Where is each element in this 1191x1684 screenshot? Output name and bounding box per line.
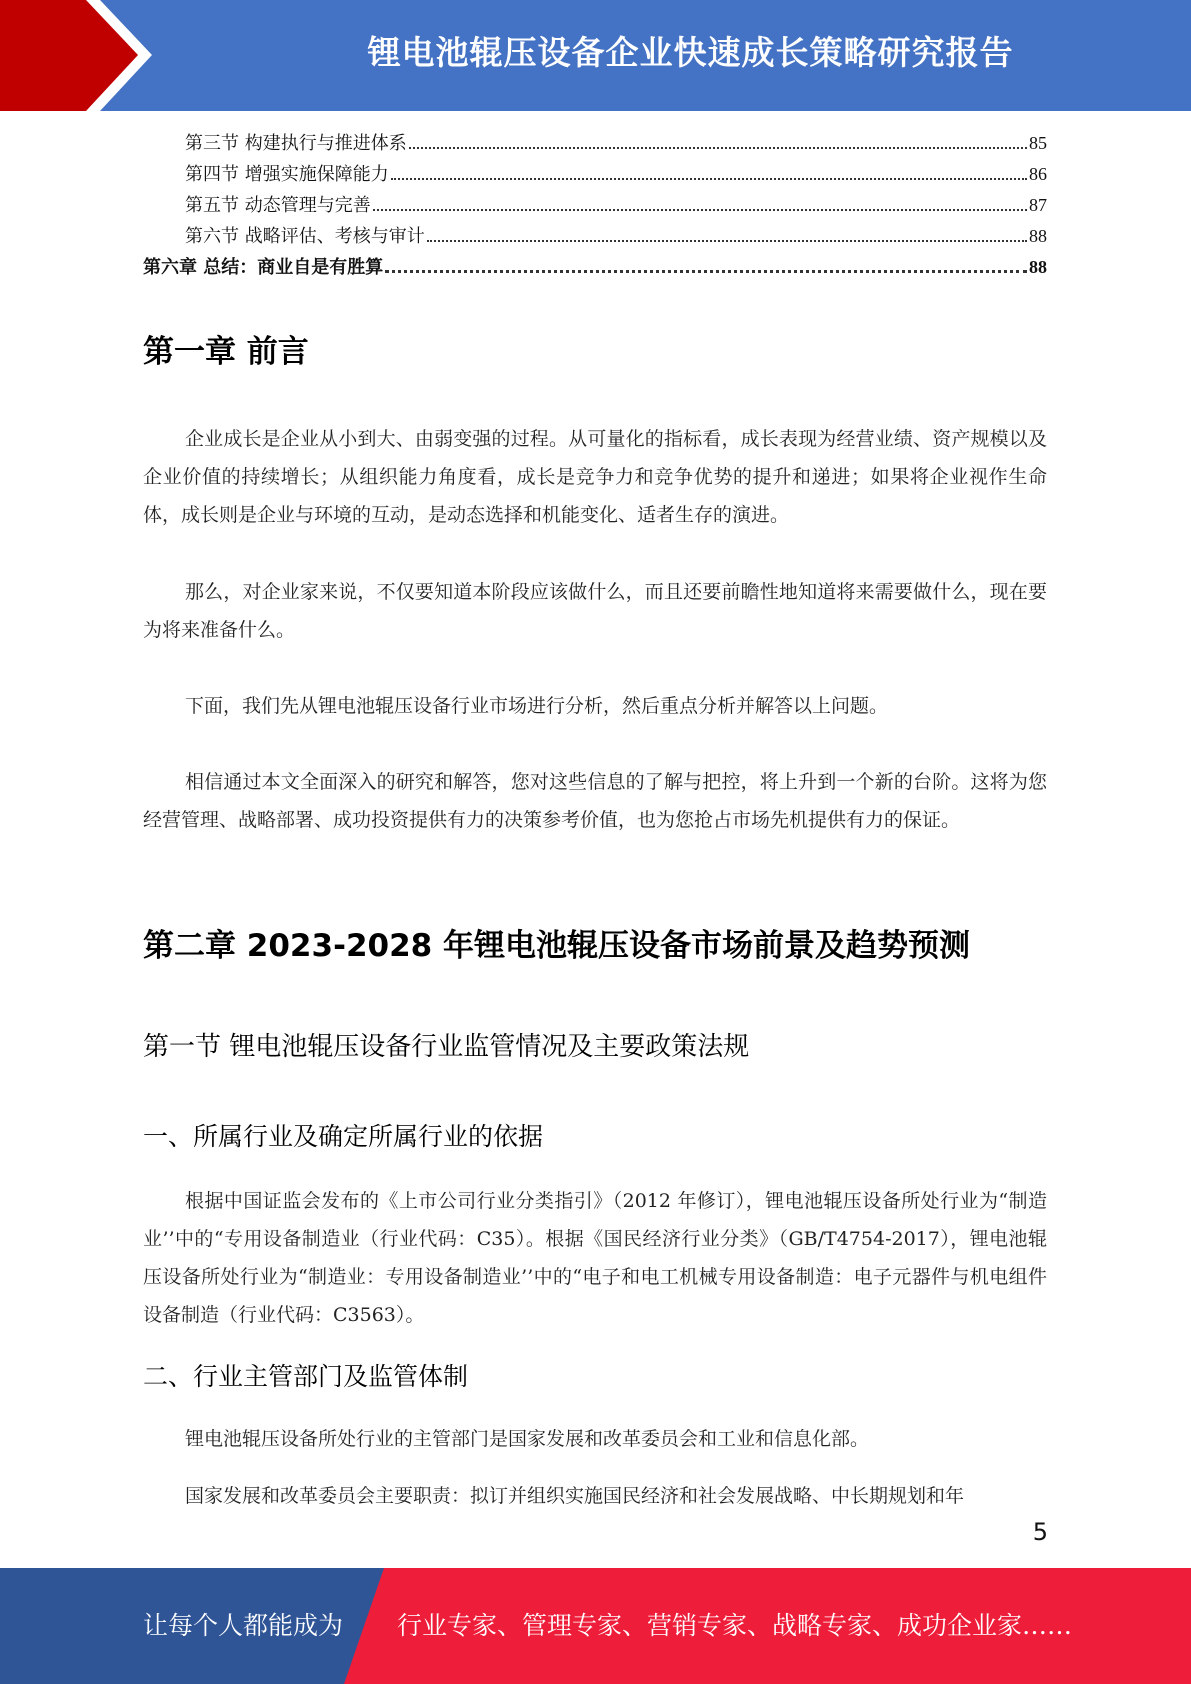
section-heading: 第一节 锂电池辊压设备行业监管情况及主要政策法规 <box>143 1032 750 1062</box>
toc-entry[interactable] <box>143 221 1047 252</box>
toc-leader <box>409 146 1027 149</box>
toc-entry-page: 87 <box>1029 195 1047 215</box>
footer-slogan-right: 行业专家、管理专家、营销专家、战略专家、成功企业家…… <box>397 1611 1073 1640</box>
paragraph: 相信通过本文全面深入的研究和解答，您对这些信息的了解与把控，将上升到一个新的台阶。这将为您经营管理、战略部署、成功投资提供有力的决策参考价值，也为您抢占市场先机提供有力的保证。 <box>143 771 1047 831</box>
toc-entry-page: 88 <box>1029 226 1047 246</box>
report-title: 锂电池辊压设备企业快速成长策略研究报告 <box>367 33 1014 72</box>
toc-leader <box>427 239 1027 242</box>
footer-banner <box>0 1568 1191 1684</box>
toc-entry[interactable] <box>143 159 1047 190</box>
toc-leader <box>391 177 1027 180</box>
header-banner <box>0 0 1191 111</box>
paragraph: 锂电池辊压设备所处行业的主管部门是国家发展和改革委员会和工业和信息化部。 <box>185 1428 870 1450</box>
toc-entry-label: 第六章 总结：商业自是有胜算 <box>143 257 384 278</box>
toc-entry-page: 86 <box>1029 164 1047 184</box>
toc-entry-label: 第五节 动态管理与完善 <box>185 195 371 216</box>
table-of-contents <box>143 128 1047 283</box>
toc-leader <box>385 269 1027 273</box>
paragraph: 那么，对企业家来说，不仅要知道本阶段应该做什么，而且还要前瞻性地知道将来需要做什么，现在要为将来准备什么。 <box>143 581 1047 641</box>
toc-entry-label: 第六节 战略评估、考核与审计 <box>185 226 425 247</box>
toc-entry-page: 88 <box>1029 257 1047 277</box>
page-number: 5 <box>1032 1518 1048 1546</box>
footer-slogan-left: 让每个人都能成为 <box>143 1611 344 1640</box>
toc-chapter-entry[interactable] <box>143 252 1047 283</box>
toc-entry[interactable] <box>143 190 1047 221</box>
subsection-heading: 二、行业主管部门及监管体制 <box>143 1362 469 1391</box>
chapter2-heading: 第二章 2023-2028 年锂电池辊压设备市场前景及趋势预测 <box>143 928 971 964</box>
chapter1-heading: 第一章 前言 <box>143 334 309 370</box>
paragraph: 根据中国证监会发布的《上市公司行业分类指引》（2012 年修订），锂电池辊压设备所处行业为“制造业’’中的“专用设备制造业（行业代码：C35）。根据《国民经济行业分类》（GB/T4754-2017），锂电池辊压设备所处行业为“制造业：专用设备制造业’’中的“电子和电工机械专用设备制造：电子元器件与机电组件设备制造（行业代码：C3563）。 <box>143 1190 1047 1326</box>
red-arrow-icon <box>0 0 160 111</box>
toc-entry-page: 85 <box>1029 133 1047 153</box>
toc-entry-label: 第四节 增强实施保障能力 <box>185 164 389 185</box>
paragraph: 国家发展和改革委员会主要职责：拟订并组织实施国民经济和社会发展战略、中长期规划和年 <box>185 1485 965 1507</box>
paragraph: 企业成长是企业从小到大、由弱变强的过程。从可量化的指标看，成长表现为经营业绩、资产规模以及企业价值的持续增长；从组织能力角度看，成长是竞争力和竞争优势的提升和递进；如果将企业视作生命体，成长则是企业与环境的互动，是动态选择和机能变化、适者生存的演进。 <box>143 428 1047 526</box>
toc-entry[interactable] <box>143 128 1047 159</box>
toc-leader <box>373 208 1027 211</box>
toc-entry-label: 第三节 构建执行与推进体系 <box>185 133 407 154</box>
subsection-heading: 一、所属行业及确定所属行业的依据 <box>143 1122 544 1151</box>
paragraph: 下面，我们先从锂电池辊压设备行业市场进行分析，然后重点分析并解答以上问题。 <box>185 695 889 717</box>
